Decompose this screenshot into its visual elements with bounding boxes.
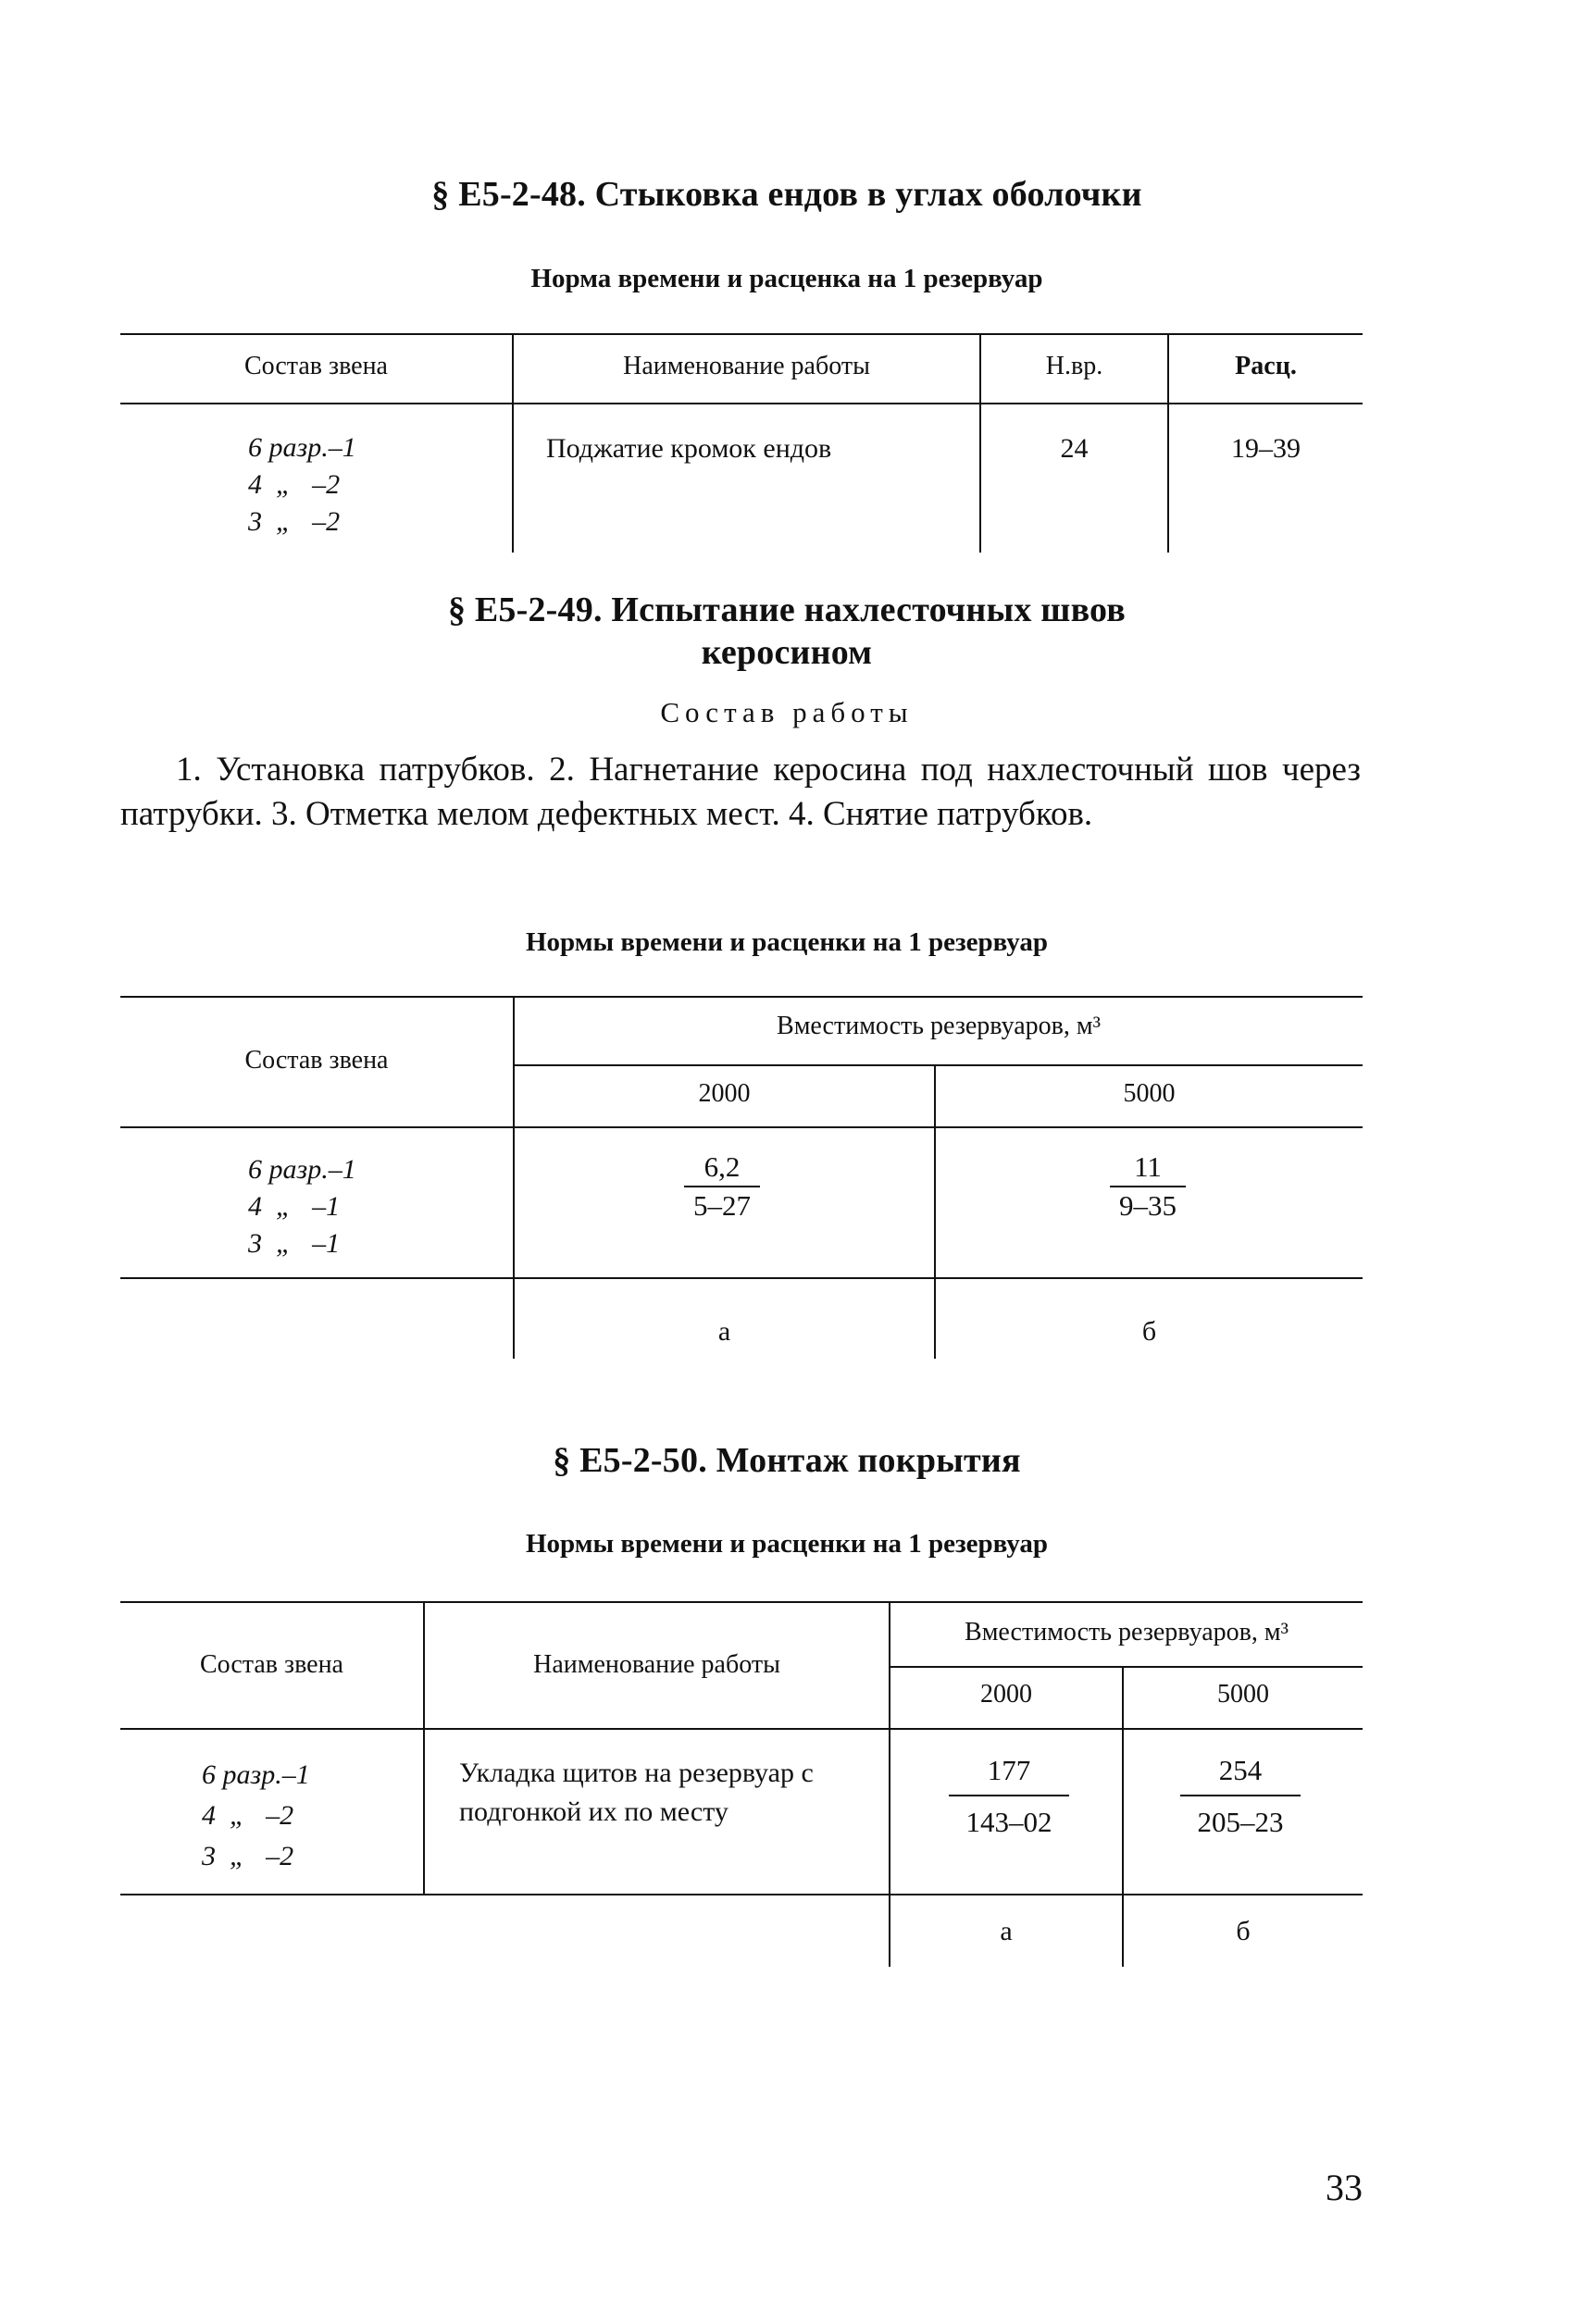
s48-norm: 24	[1060, 433, 1089, 464]
s50-crew: 6 разр.–1 4 „ –2 3 „ –2	[202, 1759, 310, 1871]
s48-work: Поджатие кромок ендов	[546, 433, 832, 464]
s49-header-crew: Состав звена	[244, 1046, 389, 1075]
s49-capacity-5000: 5000	[1123, 1079, 1176, 1108]
s50-subtitle: Нормы времени и расценки на 1 резервуар	[525, 1529, 1049, 1559]
s50-value-5000	[1166, 1754, 1314, 1839]
s50-capacity-2000: 2000	[980, 1680, 1032, 1709]
s50-work: Укладка щитов на резервуар с подгонкой их по месту	[459, 1758, 814, 1827]
s49-value-2000	[648, 1150, 796, 1223]
s49-header-capacity: Вместимость резервуаров, м³	[777, 1012, 1101, 1040]
s49-title-line2: керосином	[701, 633, 873, 672]
s50-header-crew: Состав звена	[200, 1650, 343, 1679]
s48-header-work: Наименование работы	[623, 352, 870, 380]
s50-header-capacity: Вместимость резервуаров, м³	[965, 1618, 1289, 1647]
s48-subtitle: Норма времени и расценка на 1 резервуар	[530, 264, 1043, 293]
page-number: 33	[1326, 2167, 1363, 2208]
s50-value-2000	[935, 1754, 1083, 1839]
s49-column-a: а	[717, 1316, 731, 1347]
s48-rate: 19–39	[1231, 433, 1301, 464]
s50-norm-2000: 177	[987, 1754, 1031, 1786]
s48-crew: 6 разр.–1 4 „ –2 3 „ –2	[248, 432, 356, 537]
s49-subtitle: Нормы времени и расценки на 1 резервуар	[525, 927, 1049, 957]
s50-column-a: а	[1000, 1916, 1013, 1946]
s48-header-norm: Н.вр.	[1045, 352, 1103, 380]
s49-composition-heading: Состав работы	[660, 696, 914, 728]
s49-title-line1: § Е5-2-49. Испытание нахлесточных швов	[447, 590, 1127, 629]
s50-header-work: Наименование работы	[533, 1650, 780, 1679]
s49-capacity-2000: 2000	[698, 1079, 751, 1108]
s50-norm-5000: 254	[1218, 1754, 1263, 1786]
s50-title: § Е5-2-50. Монтаж покрытия	[553, 1441, 1021, 1480]
s50-rate-2000: 143–02	[965, 1806, 1052, 1838]
s49-rate-2000: 5–27	[693, 1189, 751, 1222]
s49-column-b: б	[1141, 1316, 1157, 1347]
s50-rate-5000: 205–23	[1197, 1806, 1284, 1838]
s48-title: § Е5-2-48. Стыковка ендов в углах оболочки	[431, 175, 1142, 214]
s49-norm-2000: 6,2	[704, 1150, 741, 1183]
s49-value-5000	[1074, 1150, 1222, 1223]
s49-composition-text: 1. Установка патрубков. 2. Нагнетание керосина под нахлесточный шов через патрубки. 3. Отметка мелом дефектных мест. 4. Снятие патрубков.	[120, 751, 1361, 833]
s49-norm-5000: 11	[1134, 1150, 1162, 1183]
s49-rate-5000: 9–35	[1119, 1189, 1177, 1222]
s49-crew: 6 разр.–1 4 „ –1 3 „ –1	[248, 1154, 356, 1259]
s48-header-crew: Состав звена	[244, 352, 388, 380]
s50-column-b: б	[1236, 1916, 1251, 1946]
s50-capacity-5000: 5000	[1217, 1680, 1269, 1709]
s48-header-rate: Расц.	[1235, 352, 1297, 380]
